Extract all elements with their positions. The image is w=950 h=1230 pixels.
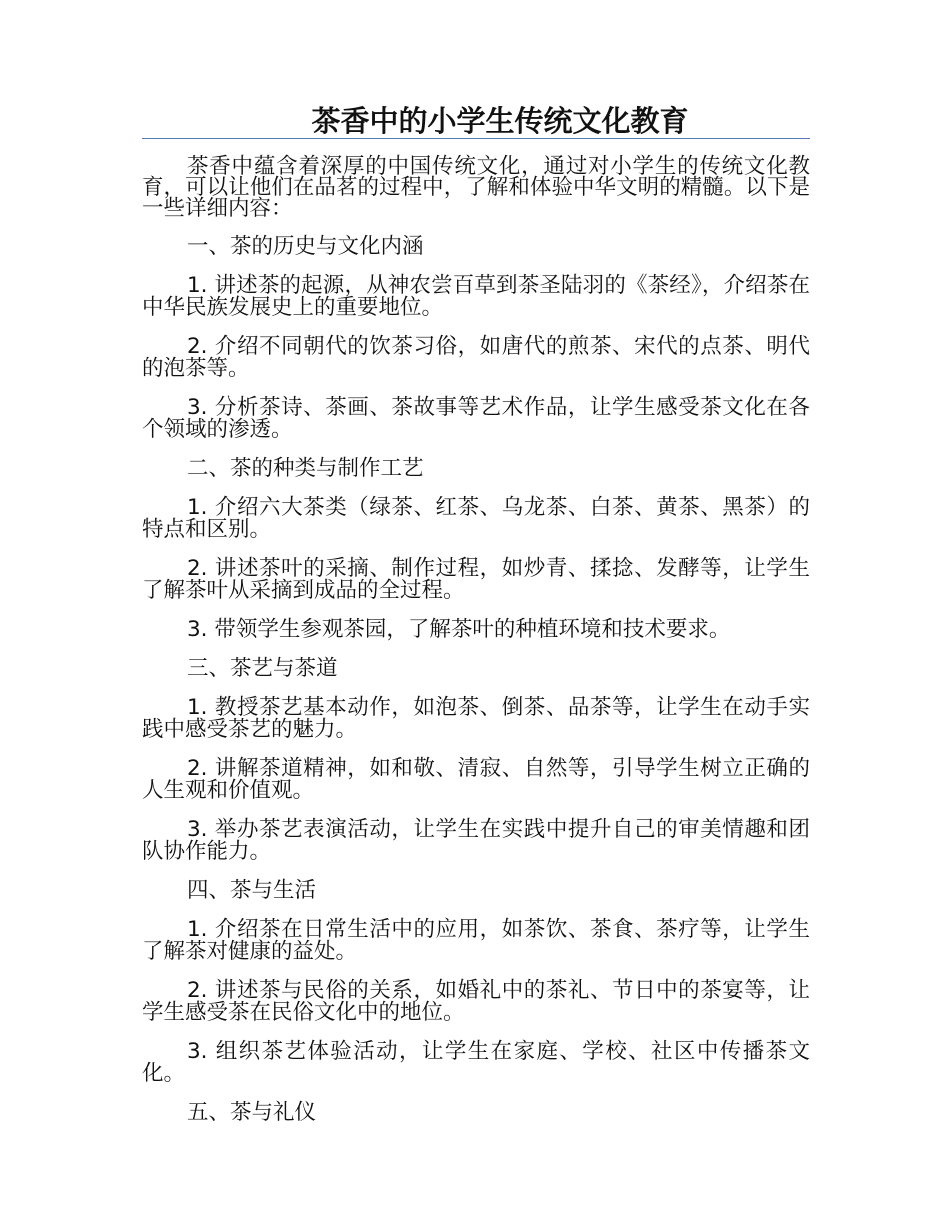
- section-1-item-2: 2. 介绍不同朝代的饮茶习俗，如唐代的煎茶、宋代的点茶、明代的泡茶等。: [142, 334, 810, 381]
- section-4-item-2: 2. 讲述茶与民俗的关系，如婚礼中的茶礼、节日中的茶宴等，让学生感受茶在民俗文化中的地位。: [142, 978, 810, 1025]
- section-2-item-2: 2. 讲述茶叶的采摘、制作过程，如炒青、揉捻、发酵等，让学生了解茶叶从采摘到成品的全过程。: [142, 556, 810, 603]
- page-title: 茶香中的小学生传统文化教育: [311, 104, 689, 138]
- section-heading-3: 三、茶艺与茶道: [187, 656, 338, 681]
- section-heading-1: 一、茶的历史与文化内涵: [187, 234, 424, 259]
- section-3-item-2: 2. 讲解茶道精神，如和敬、清寂、自然等，引导学生树立正确的人生观和价值观。: [142, 756, 810, 803]
- section-heading-4: 四、茶与生活: [187, 878, 317, 903]
- intro-paragraph: 茶香中蕴含着深厚的中国传统文化，通过对小学生的传统文化教育，可以让他们在品茗的过程中，了解和体验中华文明的精髓。以下是一些详细内容：: [142, 154, 810, 221]
- section-heading-5: 五、茶与礼仪: [187, 1100, 317, 1125]
- section-4-item-1: 1. 介绍茶在日常生活中的应用，如茶饮、茶食、茶疗等，让学生了解茶对健康的益处。: [142, 917, 810, 964]
- section-2-item-3: 3. 带领学生参观茶园，了解茶叶的种植环境和技术要求。: [187, 617, 731, 642]
- section-1-item-1: 1. 讲述茶的起源，从神农尝百草到茶圣陆羽的《茶经》，介绍茶在中华民族发展史上的重要地位。: [142, 273, 810, 320]
- section-heading-2: 二、茶的种类与制作工艺: [187, 456, 424, 481]
- section-1-item-3: 3. 分析茶诗、茶画、茶故事等艺术作品，让学生感受茶文化在各个领域的渗透。: [142, 395, 810, 442]
- title-underline: [142, 138, 810, 139]
- section-2-item-1: 1. 介绍六大茶类（绿茶、红茶、乌龙茶、白茶、黄茶、黑茶）的特点和区别。: [142, 495, 810, 542]
- section-4-item-3: 3. 组织茶艺体验活动，让学生在家庭、学校、社区中传播茶文化。: [142, 1039, 810, 1086]
- section-3-item-1: 1. 教授茶艺基本动作，如泡茶、倒茶、品茶等，让学生在动手实践中感受茶艺的魅力。: [142, 695, 810, 742]
- document-body: [142, 156, 810, 1141]
- section-3-item-3: 3. 举办茶艺表演活动，让学生在实践中提升自己的审美情趣和团队协作能力。: [142, 817, 810, 864]
